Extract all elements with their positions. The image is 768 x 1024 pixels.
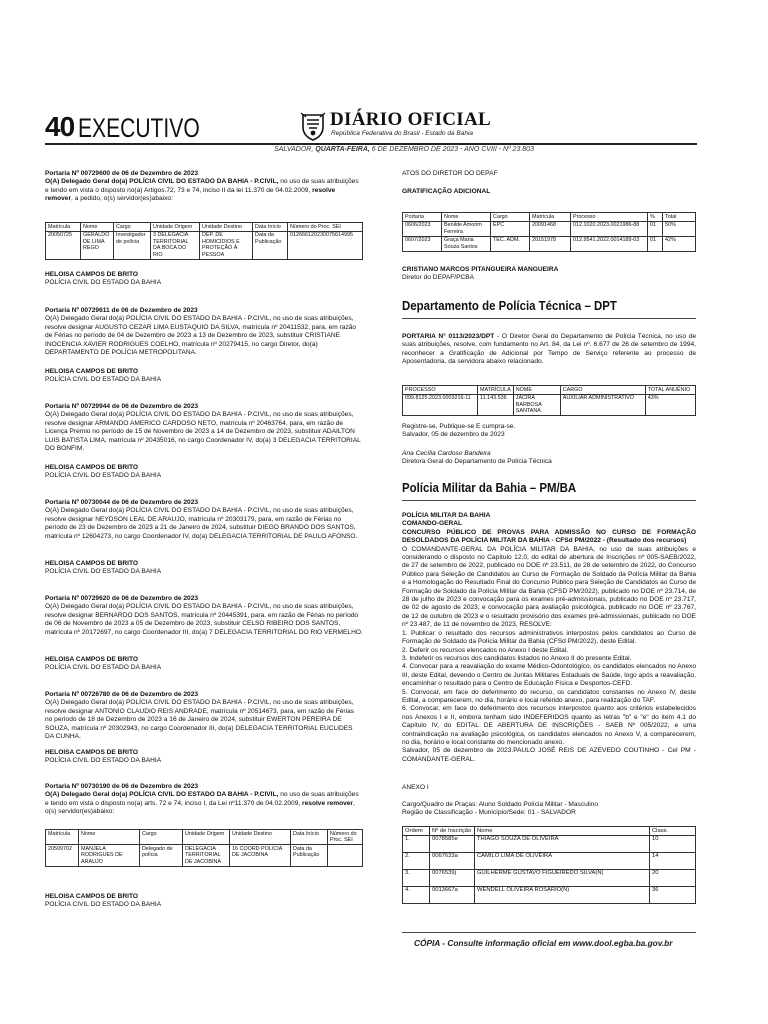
portaria-3: Portaria Nº 00729944 de 06 de Dezembro de 2023 O(A) Delegado Geral do(a) POLÍCIA CIVIL DO ESTADO DA BAHIA - P.CIVIL, no uso de suas atribuições, resolve designar ARMANDO AMERICO CARDOSO NETO, matrícula nº 20463764, para, em razão de Licença Premio no período de 15 de Novembro de 2023 a 14 de Dezembro de 2023, substituir ADAILTON LUIS BATISTA LIMA, matrícula nº 20435016, no cargo Coordenador IV, do(a) 3 DELEGACIA TERRITORIAL DO BONFIM.	[45, 403, 361, 453]
anexo-info: Cargo/Quadro de Praças: Aluno Soldado Polícia Militar - Masculino Região de Classificação - Município/Sede: 01 - SALVADOR	[402, 801, 599, 817]
signature: HELOISA CAMPOS DE BRITO POLÍCIA CIVIL DO ESTADO DA BAHIA	[45, 464, 162, 480]
signature: HELOISA CAMPOS DE BRITO POLÍCIA CIVIL DO ESTADO DA BAHIA	[45, 893, 162, 909]
portaria-4: Portaria Nº 00730044 de 06 de Dezembro de 2023 O(A) Delegado Geral do(a) POLÍCIA CIVIL DO ESTADO DA BAHIA - P.CIVIL, no uso de suas atribuições, resolve designar NEYDSON LEAL DE ARAUJO, matrícula nº 20303179, para, em razão de Férias no período de 23 de Dezembro de 2023 a 21 de Janeiro de 2024, substituir DIEGO BRANDO DOS SANTOS, matrícula nº 12604273, no cargo Coordenador IV, do(a) DELEGACIA TERRITORIAL DE PAULO AFONSO.	[45, 499, 358, 540]
gazette-subtitle: República Federativa do Brasil - Estado da Bahia	[331, 130, 473, 137]
table-row: 1. 0078585e THIAGO SOUZA DE OLIVEIRA 10	[403, 835, 696, 852]
portaria-1-table	[45, 222, 363, 260]
anexo-table	[402, 826, 696, 904]
dpt-table	[402, 385, 696, 416]
dpt-signature: Ana Cecília Cardoso Bandeira Diretora Geral do Departamento de Polícia Técnica	[402, 450, 552, 466]
gratificacao-title: GRATIFICAÇÃO ADICIONAL	[402, 188, 491, 195]
portaria-2: Portaria Nº 00729611 de 06 de Dezembro de 2023 O(A) Delegado Geral do(a) POLÍCIA CIVIL DO ESTADO DA BAHIA - P.CIVIL, no uso de suas atribuições, resolve designar AUGUSTO CEZAR LIMA EUSTAQUIO DA SILVA, matrícula nº 20411532, para, em razão de Férias no período de 04 de Dezembro de 2023 a 13 de Dezembro de 2023, substituir CRISTIANE INOCENCIA XAVIER RODRIGUES COELHO, matrícula nº 20279415, no cargo Diretor, do(a) DEPARTAMENTO DE POLÍCIA METROPOLITANA.	[45, 307, 357, 357]
table-row: 20050725 GERALDO DE LIMA REGO Investigador de polícia 3 DELEGACIA TERRITORIAL DA BOCA DO RIO DEP. DE HOMICÍDIOS E PROTEÇÃO À PESSOA Data da Publicação 012666120230075614995	[46, 231, 363, 259]
portaria-title: Portaria Nº 00729600 de 06 de Dezembro de 2023	[45, 170, 199, 177]
portaria-5: Portaria Nº 00729620 de 06 de Dezembro de 2023 O(A) Delegado Geral do(a) POLÍCIA CIVIL DO ESTADO DA BAHIA - P.CIVIL, no uso de suas atribuições, resolve designar BERNARDO DOS SANTOS, matrícula nº 20445391, para, em razão de Férias no período de 06 de Novembro de 2023 a 05 de Dezembro de 2023, substituir CELSO RIBEIRO DOS SANTOS, matrícula nº 20172697, no cargo Coordenador III, do(a) 7 DELEGACIA TERRITORIAL DO RIO VERMELHO.	[45, 595, 363, 636]
footer-rule	[402, 932, 696, 933]
pm-edital: POLÍCIA MILITAR DA BAHIA COMANDO-GERAL CONCURSO PÚBLICO DE PROVAS PARA ADMISSÃO NO CURSO DE FORMAÇÃO DESOLDADOS DA POLÍCIA MILITAR DA BAHIA - CFSd PM/2022 - (Resultado dos recursos) O COMANDANTE-GERAL DA POLÍCIA MILITAR DA BAHIA, no uso de suas atribuições e considerando o disposto no Capítulo 12.0, do edital de abertura de Inscrições nº 005-SAEB/2022, de 27 de setembro de 2022, publicado no DOE nº 23.511, de 28 de setembro de 2022, do Concurso Público para Seleção de Candidatos ao Curso de Formação de Soldado da Polícia Militar da Bahia e a Homologação do Resultado Final do Concurso Público para Seleção de Candidatos ao Curso de Formação de Soldado da Polícia Militar da Bahia (CFSD PM/2022), publicado no DOE nº 23.714, de 28 de julho de 2023 e convocação para os exames pré-admissionais, publicado no DOE nº 23.717, de 02 de agosto de 2023, e convocação para avaliação psicológica, publicado no DOE nº 23.767, de 12 de outubro de 2023 e o resultado provisório dos exames pré-admissionais, publicado no DOE nº 23.487, de 11 de novembro de 2023, RESOLVE: 1. Publicar o resultado dos recursos administrativos interpostos pelos candidatos ao Curso de Formação de Soldado da Polícia Militar da Bahia (CFSd PM/2022), deste Edital. 2. Deferir os recursos elencados no Anexo I deste Edital. 3. Indeferir os recursos dos candidatos listados no Anexo II do presente Edital. 4. Convocar para a reavaliação do exame Médico-Odontológico, os candidatos elencados no Anexo III, deste Edital, devendo o Centro de Juntas Militares Estaduais de Saúde, logo após a reavaliação, encaminhar o resultado para o Centro de Educação Física e Desportos-CEFD. 5. Convocar, em face do deferimento do recurso, os candidatos constantes no Anexo IV, deste Edital, a comparecerem, no dia, horário e local referido anexo, para realização do TAF. 6. Convocar, em face do deferimento dos recursos interpostos quanto aos critérios estabelecidos nos Anexos I e II, embora tenham sido INDEFERIDOS quanto as letras "b" e "e" do item 4.1 do Capítulo IV, do EDITAL DE ABERTURA DE INSCRIÇÕES - SAEB Nº 005/2022, e uma contraindicação na avaliação psicológica, os candidatos elencados no Anexo V, a comparecerem, no dia, horário e local constante do mencionado anexo. Salvador, 05 de dezembro de 2023.PAULO JOSÉ REIS DE AZEVEDO COUTINHO - Cel PM - COMANDANTE-GERAL.	[402, 512, 696, 763]
portaria-1: Portaria Nº 00729600 de 06 de Dezembro de 2023 O(A) Delegado Geral do(a) POLÍCIA CIVIL DO ESTADO DA BAHIA - P.CIVIL, no uso de suas atribuições e tendo em vista o disposto no(a) Artigos.72, 73 e 74, inciso II da lei 11.370 de 04.02.2009, resolve remover, a pedido, o(s) servidor(es)abaixo:	[45, 170, 359, 203]
dateline: SALVADOR, QUARTA-FEIRA, 6 DE DEZEMBRO DE 2023 - ANO CVIII - Nº 23.803	[274, 146, 534, 153]
table-row: 0607/2023 Graça Maria Souza Santos TEC. ADM. 20151978 012.9541.2022.0014189-03 01 42%	[403, 236, 696, 251]
table-header-row: PROCESSO MATRÍCULA NOME CARGO TOTAL ANUÊNIO	[403, 386, 696, 395]
portaria-7-table	[45, 829, 363, 867]
table-header-row: Ordem Nº de Inscrição Nome Class.	[403, 827, 696, 836]
portaria-6: Portaria Nº 00726780 de 06 de Dezembro de 2023 O(A) Delegado Geral do(a) POLÍCIA CIVIL DO ESTADO DA BAHIA - P.CIVIL, no uso de suas atribuições, resolve designar ANTONIO CLAUDIO REIS ANDRADE, matrícula nº 20514673, para, em razão de Férias no período de 18 de Dezembro de 2023 a 16 de Janeiro de 2024, substituir EWERTON PEREIRA DE SOUZA, matrícula nº 20302943, no cargo Coordenador III, do(a) DELEGACIA TERRITORIAL EUCLIDES DA CUNHA.	[45, 691, 355, 741]
table-row: 20509702 MANJELA RODRIGUES DE ARAUJO Delegado de polícia DELEGACIA TERRITORIAL DE JACOBINA 16 COORD POLICIA DE JACOBINA Data da Publicação	[46, 845, 363, 867]
table-row: 099.8125.2023.0003216-11 11.143.536 JACIRA BARBOSA SANTANA AUXILIAR ADMINISTRATIVO 43%	[403, 394, 696, 416]
dpt-register: Registre-se, Publique-se E cumpra-se. Salvador, 05 de dezembro de 2023	[402, 423, 516, 439]
anexo-title: ANEXO I	[402, 784, 429, 791]
signature: HELOISA CAMPOS DE BRITO POLÍCIA CIVIL DO ESTADO DA BAHIA	[45, 271, 162, 287]
section-title: EXECUTIVO	[78, 113, 200, 143]
table-row: 2. 0067633a CAMILO LIMA DE OLIVEIRA 14	[403, 852, 696, 869]
page-number: 40	[45, 111, 75, 142]
dpt-portaria: PORTARIA N° 0113/2023/DPT - O Diretor Geral do Departamento de Polícia Técnica, no uso de suas atribuições, resolve, com fundamento no Art. 84, da Lei nº. 6.677 de 26 de setembro de 1994, reconhecer a Gratificação de Adicional por Tempo de Serviço referente ao processo de Aposentadoria, da servidora abaixo relacionado.	[402, 333, 696, 366]
gazette-title: DIÁRIO OFICIAL	[330, 109, 491, 130]
dpt-heading: Departamento de Polícia Técnica – DPT	[402, 298, 617, 313]
depaf-signature: CRISTIANO MARCOS PITANGUEIRA MANGUEIRA Diretor do DEPAF/PCBA	[402, 266, 559, 282]
footer-note: CÓPIA - Consulte informação oficial em www.dool.egba.ba.gov.br	[414, 938, 673, 948]
portaria-7: Portaria Nº 00730190 de 06 de Dezembro de 2023 O(A) Delegado Geral do(a) POLÍCIA CIVIL DO ESTADO DA BAHIA - P.CIVIL, no uso de suas atribuições e tendo em vista o disposto no(a) arts. 72 e 74, inciso I, da Lei nº11.370 de 04.02.2009, resolve remover, o(s) servidor(es)abaixo:	[45, 783, 359, 816]
table-header-row: Matrícula Nome Cargo Unidade Origem Unidade Destino Data Início Número do Proc. SEI	[46, 830, 363, 845]
table-header-row: Portaria Nome Cargo Matrícula Processo % Total	[403, 213, 696, 222]
section-rule	[402, 500, 696, 501]
table-header-row: Matrícula Nome Cargo Unidade Origem Unidade Destino Data Início Número do Proc. SEI	[46, 223, 363, 232]
gratificacao-table	[402, 212, 696, 252]
section-rule	[402, 318, 696, 319]
signature: HELOISA CAMPOS DE BRITO POLÍCIA CIVIL DO ESTADO DA BAHIA	[45, 368, 162, 384]
table-row: 3. 0076539j GUILHERME GUSTAVO FIGUEIREDO SILVA(N) 20	[403, 869, 696, 886]
coat-of-arms-icon	[300, 111, 326, 141]
header-rule	[45, 143, 697, 145]
signature: HELOISA CAMPOS DE BRITO POLÍCIA CIVIL DO ESTADO DA BAHIA	[45, 656, 162, 672]
atos-title: ATOS DO DIRETOR DO DEPAF	[402, 170, 498, 177]
pm-heading: Polícia Militar da Bahia – PM/BA	[402, 480, 577, 495]
table-row: 0606/2023 Benilde Amorim Ferreira EPC 20091468 012.1020.2023.0021986-88 01 50%	[403, 221, 696, 236]
signature: HELOISA CAMPOS DE BRITO POLÍCIA CIVIL DO ESTADO DA BAHIA	[45, 749, 162, 765]
signature: HELOISA CAMPOS DE BRITO POLÍCIA CIVIL DO ESTADO DA BAHIA	[45, 560, 162, 576]
table-row: 4. 0013667a WENDELL OLIVEIRA ROSARIO(N) 36	[403, 886, 696, 903]
